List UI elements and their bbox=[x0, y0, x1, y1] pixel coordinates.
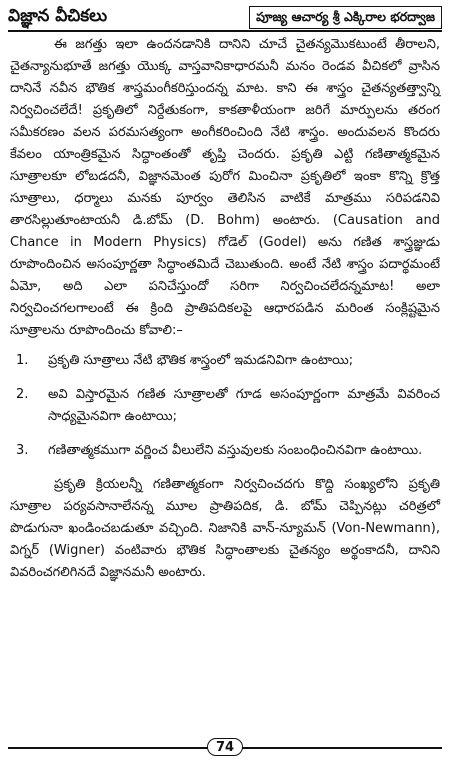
list-item bbox=[10, 440, 440, 462]
list-number: 1. bbox=[16, 353, 29, 368]
list-number: 2. bbox=[16, 387, 29, 402]
list-item bbox=[10, 350, 440, 372]
principles-list bbox=[10, 350, 440, 462]
header-rule bbox=[8, 30, 442, 32]
book-title: విజ్ఞాన వీచికలు bbox=[8, 6, 108, 26]
closing-paragraph: ప్రకృతి క్రియలన్నీ గణితాత్మకంగా నిర్వచించదగు కొద్ది సంఖ్యలోని ప్రకృతి సూత్రాల పర్యవసానాలేనన్న మూల ప్రాతిపదిక, డి. బోమ్ చెప్పినట్లు చరిత్రలో పొడుగునా ఖండించబడుతూ వచ్చింది. నిజానికి వాన్-న్యూమన్ (Von-Newmann), విగ్నర్ (Wigner) వంటివారు భౌతిక సిద్ధాంతాలకు చైతన్యం అర్థంకాదనీ, దానిని వివరించగలిగినదే విజ్ఞానమనీ అంటారు. bbox=[10, 477, 440, 580]
author-box: పూజ్య ఆచార్య శ్రీ ఎక్కిరాల భరద్వాజ bbox=[249, 6, 442, 29]
page-number: 74 bbox=[207, 738, 243, 756]
list-number: 3. bbox=[16, 443, 29, 458]
main-paragraph: ఈ జగత్తు ఇలా ఉందనడానికి దానిని చూచే చైతన్యమొకటుంటే తీరాలని, చైతన్యానుభూతే జగత్తు యొక్క వాస్తవానికాధారమనీ మనం రెండవ వీచికలో వ్రాసిన దానినే నవీన భౌతిక శాస్త్రమంగీకరిస్తుందన్న మాట. కాని ఈ శాస్త్రం చైతన్యతత్త్వాన్ని నిర్వచించలేదే! ప్రకృతిలో నిర్దేతుకంగా, కాకతాళీయంగా జరిగే మార్పులను తరంగ సమీకరణం వలన పరమసత్యంగా అంగీకరించింది నేటి శాస్త్రం. అందువలన కొందరు కేవలం యాంత్రికమైన సిద్ధాంతంతో తృప్తి చెందరు. ప్రకృతి ఎట్టి గణితాత్మకమైన సూత్రాలకూ లోబడదనీ, విజ్ఞానమెంత పురోగ మించినా ప్రకృతిలో ఇంకా కొన్ని క్రొత్త సూత్రాలు, ధర్మాలు మనకు పూర్వం తెలిసిన వాటికే మాత్రము సరిపడనివి తారసిల్లుతూంటాయనీ డి.బోమ్ (D. Bohm) అంటారు. (Causation and Chance in Modern Physics) గోడెల్ (Godel) అను గణిత శాస్త్రజ్ఞుడు రూపొందించిన అసంపూర్ణతా సిద్ధాంతమిదే చెబుతుంది. అంటే నేటి శాస్త్రం పదార్థమంటే ఏమో, అది ఎలా పనిచేస్తుందో సరిగా నిర్వచించలేదన్నమాట! అలా నిర్వచించగలగాలంటే ఈ క్రింది ప్రాతిపదికలపై ఆధారపడిన మరింత సంక్లిష్టమైన సూత్రాలను రూపొందించు కోవాలి:– bbox=[10, 37, 440, 338]
list-text: అవి విస్తారమైన గణిత సూత్రాలతో గూడ అసంపూర్ణంగా మాత్రమే వివరించ సాధ్యమైనవిగా ఉంటాయి; bbox=[48, 387, 440, 424]
page-footer bbox=[8, 738, 442, 756]
page-body bbox=[10, 34, 440, 584]
list-item bbox=[10, 384, 440, 428]
page-header bbox=[8, 4, 442, 30]
list-text: ప్రకృతి సూత్రాలు నేటి భౌతిక శాస్త్రంలో ఇమడనివిగా ఉంటాయి; bbox=[48, 353, 354, 368]
list-text: గణితాత్మకముగా వర్ణించ వీలులేని వస్తువులకు సంబంధించినవిగా ఉంటాయి. bbox=[48, 443, 423, 458]
